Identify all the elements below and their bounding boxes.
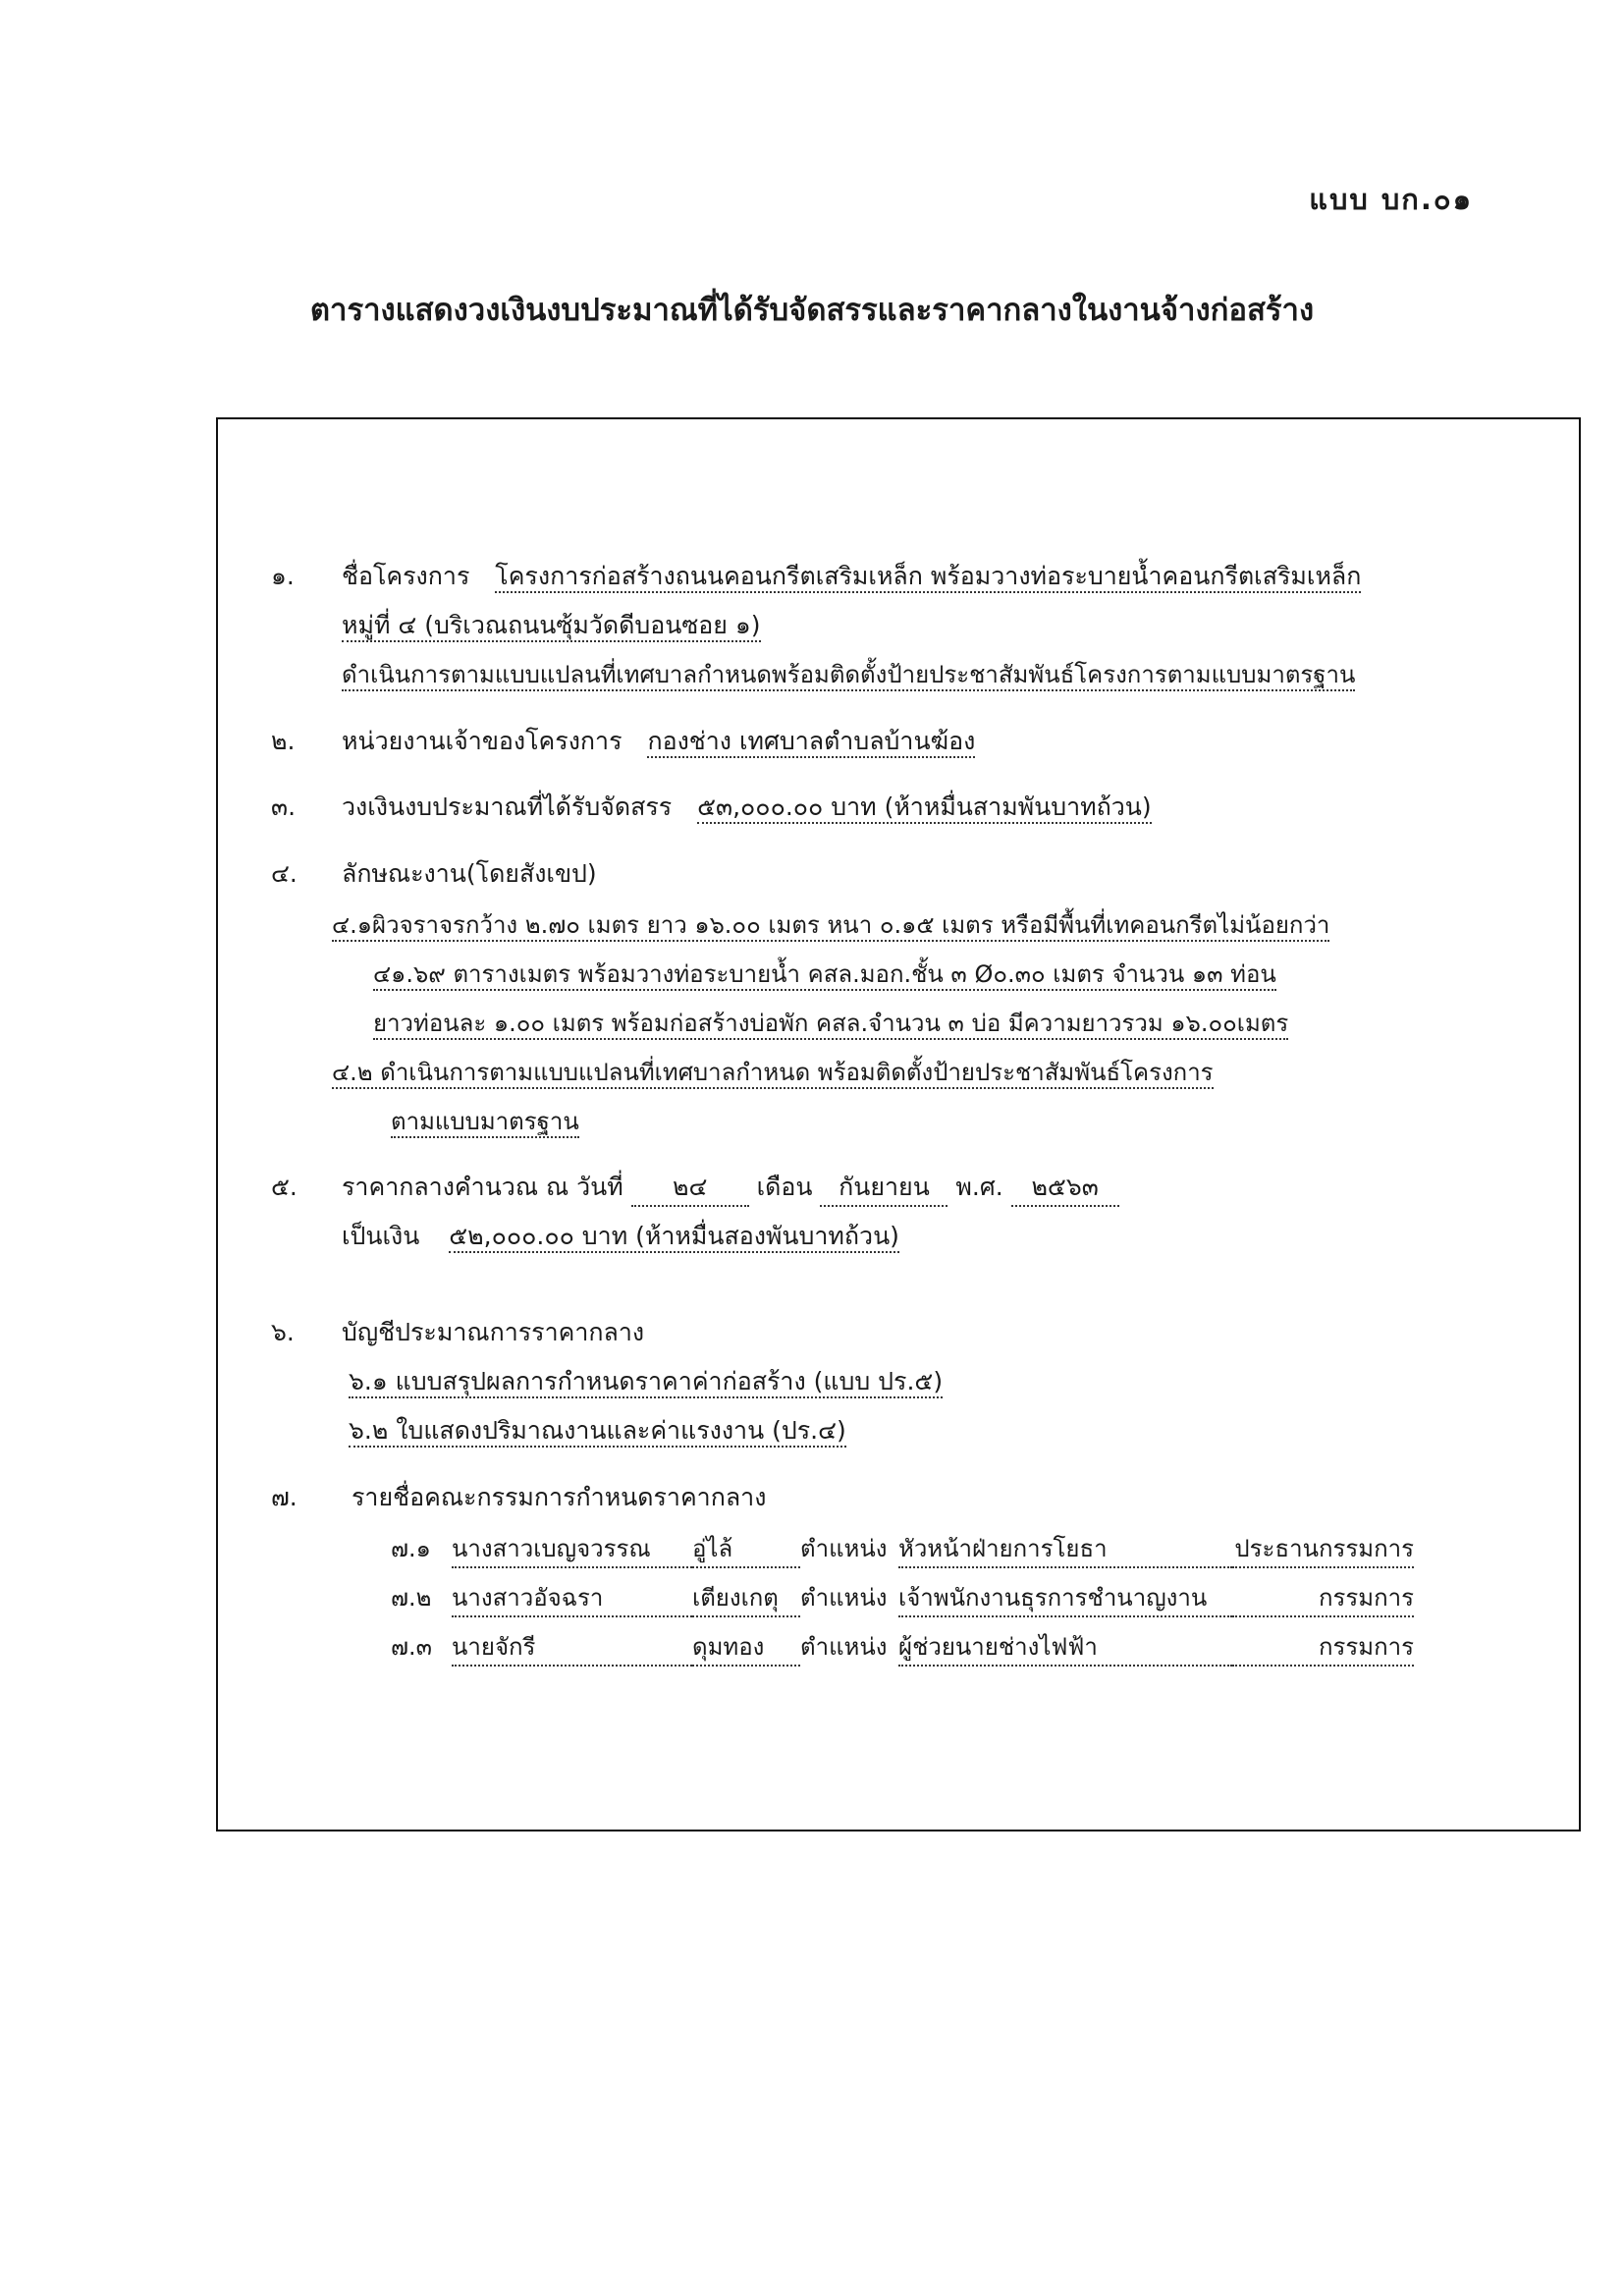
median-price-amount: ๕๒,๐๐๐.๐๐ บาท (ห้าหมื่นสองพันบาทถ้วน): [449, 1222, 899, 1253]
member-number: ๗.๓: [391, 1633, 433, 1661]
project-owner: กองช่าง เทศบาลตำบลบ้านฆ้อง: [647, 727, 975, 758]
price-date-year: ๒๕๖๓: [1011, 1171, 1119, 1207]
item-5-line-2: [342, 1220, 899, 1253]
item-6-2-line: [349, 1414, 846, 1448]
member-surname: เตียงเกตุ: [692, 1581, 800, 1617]
document-title: ตารางแสดงวงเงินงบประมาณที่ได้รับจัดสรรและราคากลางในงานจ้างก่อสร้าง: [309, 293, 1315, 328]
project-name: โครงการก่อสร้างถนนคอนกรีตเสริมเหล็ก พร้อมวางท่อระบายน้ำคอนกรีตเสริมเหล็ก: [495, 562, 1361, 593]
member-surname: อู่ไล้: [692, 1532, 800, 1568]
item-6-1-text: ๖.๑ แบบสรุปผลการกำหนดราคาค่าก่อสร้าง (แบบ ปร.๕): [349, 1367, 943, 1398]
item-4-1-line-2: [373, 957, 1276, 991]
project-description: ดำเนินการตามแบบแปลนที่เทศบาลกำหนดพร้อมติดตั้งป้ายประชาสัมพันธ์โครงการตามแบบมาตรฐาน: [342, 661, 1355, 691]
item-4-number: ๔.: [271, 859, 298, 888]
member-name: นางสาวอัจฉรา: [452, 1581, 692, 1617]
item-4-2-text-1: ๔.๒ ดำเนินการตามแบบแปลนที่เทศบาลกำหนด พร้อมติดตั้งป้ายประชาสัมพันธ์โครงการ: [332, 1059, 1214, 1089]
position-label: ตำแหน่ง: [800, 1633, 888, 1661]
item-5-number: ๕.: [271, 1173, 298, 1201]
item-5-line-1: [342, 1171, 1119, 1207]
item-2-label: หน่วยงานเจ้าของโครงการ: [342, 727, 623, 755]
item-6-number: ๖.: [271, 1318, 295, 1346]
item-2-number: ๒.: [271, 727, 296, 755]
member-number: ๗.๒: [391, 1584, 432, 1612]
member-surname: ดุมทอง: [692, 1630, 800, 1667]
position-label: ตำแหน่ง: [800, 1584, 888, 1612]
item-4-1-text-3: ยาวท่อนละ ๑.๐๐ เมตร พร้อมก่อสร้างบ่อพัก คสล.จำนวน ๓ บ่อ มีความยาวรวม ๑๖.๐๐เมตร: [373, 1010, 1288, 1040]
year-label: พ.ศ.: [955, 1173, 1003, 1201]
member-position: หัวหน้าฝ่ายการโยธา: [898, 1532, 1232, 1568]
item-7-label: รายชื่อคณะกรรมการกำหนดราคากลาง: [352, 1483, 767, 1511]
item-6-2-text: ๖.๒ ใบแสดงปริมาณงานและค่าแรงงาน (ปร.๔): [349, 1416, 846, 1448]
item-1-line-1: [342, 560, 1361, 593]
item-7-number: ๗.: [271, 1483, 298, 1511]
item-4-1-line-1: [332, 908, 1329, 942]
item-4-1-line-3: [373, 1007, 1288, 1040]
item-4-2-text-2: ตามแบบมาตรฐาน: [391, 1108, 579, 1138]
committee-member-row: [391, 1532, 1414, 1568]
item-3-label: วงเงินงบประมาณที่ได้รับจัดสรร: [342, 793, 673, 821]
item-1-line-3: [342, 658, 1355, 691]
item-1-label: ชื่อโครงการ: [342, 562, 470, 590]
item-4-label: ลักษณะงาน(โดยสังเขป): [342, 859, 597, 888]
form-code: แบบ บก.๐๑: [1309, 183, 1473, 216]
member-role: ประธานกรรมการ: [1232, 1532, 1414, 1568]
item-3-line: [342, 791, 1152, 824]
position-label: ตำแหน่ง: [800, 1535, 888, 1562]
item-4-1-text-1: ๔.๑ผิวจราจรกว้าง ๒.๗๐ เมตร ยาว ๑๖.๐๐ เมตร หนา ๐.๑๕ เมตร หรือมีพื้นที่เทคอนกรีตไม่น้อยกว่า: [332, 911, 1329, 942]
committee-member-row: [391, 1630, 1414, 1667]
price-date-month: กันยายน: [820, 1171, 947, 1207]
month-label: เดือน: [756, 1173, 813, 1201]
budget-amount: ๕๓,๐๐๐.๐๐ บาท (ห้าหมื่นสามพันบาทถ้วน): [697, 793, 1152, 824]
item-6-label: บัญชีประมาณการราคากลาง: [342, 1318, 645, 1346]
item-1-number: ๑.: [271, 562, 295, 590]
item-6-1-line: [349, 1365, 943, 1398]
member-name: นายจักรี: [452, 1630, 692, 1667]
item-5-label: ราคากลางคำนวณ ณ วันที่: [342, 1173, 623, 1201]
member-position: เจ้าพนักงานธุรการชำนาญงาน: [898, 1581, 1232, 1617]
item-1-line-2: [342, 609, 761, 642]
member-name: นางสาวเบญจวรรณ: [452, 1532, 692, 1568]
price-date-day: ๒๔: [631, 1171, 749, 1207]
member-position: ผู้ช่วยนายช่างไฟฟ้า: [898, 1630, 1232, 1667]
project-location: หมู่ที่ ๔ (บริเวณถนนซุ้มวัดดีบอนซอย ๑): [342, 611, 761, 642]
member-number: ๗.๑: [391, 1535, 431, 1562]
item-4-1-text-2: ๔๑.๖๙ ตารางเมตร พร้อมวางท่อระบายน้ำ คสล.มอก.ชั้น ๓ Ø๐.๓๐ เมตร จำนวน ๑๓ ท่อน: [373, 960, 1276, 991]
item-3-number: ๓.: [271, 793, 297, 821]
item-4-2-line-1: [332, 1056, 1214, 1089]
amount-label: เป็นเงิน: [342, 1222, 420, 1250]
member-role: กรรมการ: [1232, 1630, 1414, 1667]
member-role: กรรมการ: [1232, 1581, 1414, 1617]
item-2-line: [342, 725, 975, 758]
item-4-2-line-2: [391, 1105, 579, 1138]
committee-member-row: [391, 1581, 1414, 1617]
